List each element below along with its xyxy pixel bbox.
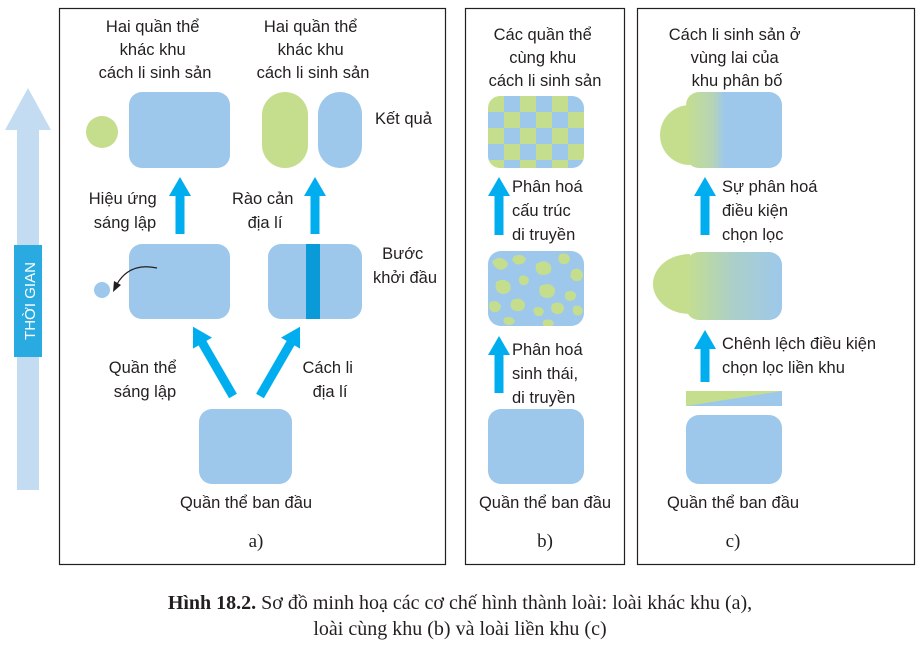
population-checkered <box>488 96 584 168</box>
arrow-to-geo-isolation <box>250 321 309 401</box>
geographic-barrier <box>306 244 320 319</box>
label-result-b: Các quần thể cùng khu cách li sinh sản <box>488 26 602 90</box>
founder-dot <box>94 282 110 298</box>
arrow-b-lower <box>488 336 510 393</box>
label-result-c: Cách li sinh sản ở vùng lai của khu phân bố <box>668 26 801 90</box>
panel-letter-b: b) <box>537 531 553 552</box>
caption-text-1: Sơ đồ minh hoạ các cơ chế hình thành loài: loài khác khu (a), <box>256 592 753 614</box>
label-upper-step-c: Sự phân hoá điều kiện chọn lọc <box>722 178 818 244</box>
label-result-left: Hai quần thể khác khu cách li sinh sản <box>98 18 212 82</box>
caption-figure-number: Hình 18.2. <box>167 592 257 614</box>
panel-letter-a: a) <box>248 531 264 552</box>
label-original-c: Quần thể ban đầu <box>666 494 800 512</box>
population-original-a <box>199 409 292 484</box>
panel-a <box>86 18 437 552</box>
green-half-circle-mid <box>653 254 690 314</box>
label-original-b: Quần thể ban đầu <box>478 494 612 512</box>
label-founder-effect: Hiệu ứng sáng lập <box>88 190 157 232</box>
small-green-population <box>86 116 118 148</box>
caption-line-2: loài cùng khu (b) và loài liền khu (c) <box>313 618 607 640</box>
panel-c <box>653 26 881 552</box>
founder-arrowhead <box>113 281 121 292</box>
figure-caption <box>0 590 920 642</box>
label-result-right: Hai quần thể khác khu cách li sinh sản <box>256 18 370 82</box>
panel-b <box>479 26 611 552</box>
label-geo-barrier: Rào cản địa lí <box>231 190 294 232</box>
population-original-b <box>488 409 584 484</box>
population-gradient-mid <box>686 252 782 320</box>
label-original-a: Quần thể ban đầu <box>179 494 313 512</box>
arrow-b-upper <box>488 177 510 235</box>
label-upper-step-b: Phân hoá cấu trúc di truyền <box>512 178 583 244</box>
population-original-c <box>686 415 782 484</box>
arrow-founder-effect <box>169 177 191 234</box>
label-lower-step-b: Phân hoá sinh thái, di truyền <box>512 341 583 407</box>
arrow-c-upper <box>694 177 716 235</box>
time-label: THỜI GIAN <box>22 262 39 340</box>
label-result-tag: Kết quả <box>375 110 432 128</box>
label-lower-step-c: Chênh lệch điều kiện chọn lọc liền khu <box>722 335 877 377</box>
arrow-geo-barrier <box>304 177 326 234</box>
label-first-step: Bước khởi đầu <box>372 245 438 287</box>
arrow-to-founder <box>183 321 242 401</box>
panel-letter-c: c) <box>725 531 741 552</box>
label-geo-isolation: Cách li địa lí <box>302 359 353 401</box>
caption-line-1 <box>0 590 920 616</box>
time-axis <box>5 88 51 490</box>
arrow-c-lower <box>694 330 716 382</box>
green-half-circle-top <box>660 105 690 165</box>
population-spotted <box>488 251 584 327</box>
gradient-strip <box>686 391 782 406</box>
population-left-step <box>129 244 230 319</box>
population-left-result <box>129 92 230 168</box>
population-green-pill <box>262 92 308 168</box>
population-blue-pill <box>318 92 362 168</box>
population-hybrid-top <box>686 92 782 168</box>
label-founder-population: Quần thể sáng lập <box>108 359 177 401</box>
